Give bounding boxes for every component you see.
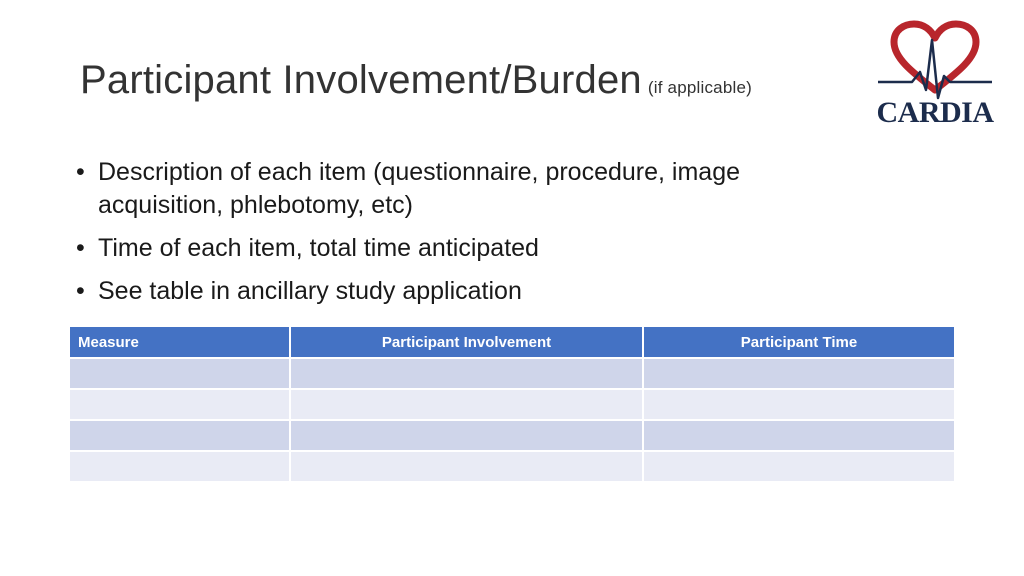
header-measure: Measure	[70, 327, 290, 358]
bullet-dot-icon: •	[76, 158, 85, 186]
bullet-text: Description of each item (questionnaire, procedure, image acquisition, phlebotomy, etc)	[98, 158, 741, 219]
header-participant-time: Participant Time	[643, 327, 954, 358]
table-row	[70, 358, 954, 389]
table-cell	[70, 420, 290, 451]
header-participant-involvement: Participant Involvement	[290, 327, 643, 358]
table-cell	[290, 420, 643, 451]
bullet-dot-icon: •	[76, 277, 85, 305]
cardia-logo	[872, 20, 998, 130]
table-header-row	[70, 327, 954, 358]
table-cell	[643, 420, 954, 451]
table-cell	[643, 389, 954, 420]
table-row	[70, 420, 954, 451]
table-cell	[643, 451, 954, 482]
bullet-text: See table in ancillary study application	[98, 277, 522, 305]
bullet-text: Time of each item, total time anticipated	[98, 234, 539, 262]
table-cell	[70, 389, 290, 420]
table-row	[70, 389, 954, 420]
table-cell	[70, 358, 290, 389]
slide-title	[80, 58, 752, 103]
slide-subtitle: (if applicable)	[647, 78, 752, 97]
table-row	[70, 451, 954, 482]
table-cell	[70, 451, 290, 482]
table-cell	[290, 451, 643, 482]
slide-title-text: Participant Involvement/Burden	[80, 58, 642, 102]
bullet-dot-icon: •	[76, 234, 85, 262]
bullet-item	[76, 232, 836, 265]
table-cell	[290, 389, 643, 420]
bullet-item	[76, 275, 836, 308]
logo-text: CARDIA	[876, 96, 994, 129]
table-cell	[643, 358, 954, 389]
table-cell	[290, 358, 643, 389]
bullet-item	[76, 156, 836, 222]
bullet-list	[76, 156, 836, 318]
heart-ecg-icon	[872, 20, 998, 102]
involvement-table	[70, 327, 954, 483]
